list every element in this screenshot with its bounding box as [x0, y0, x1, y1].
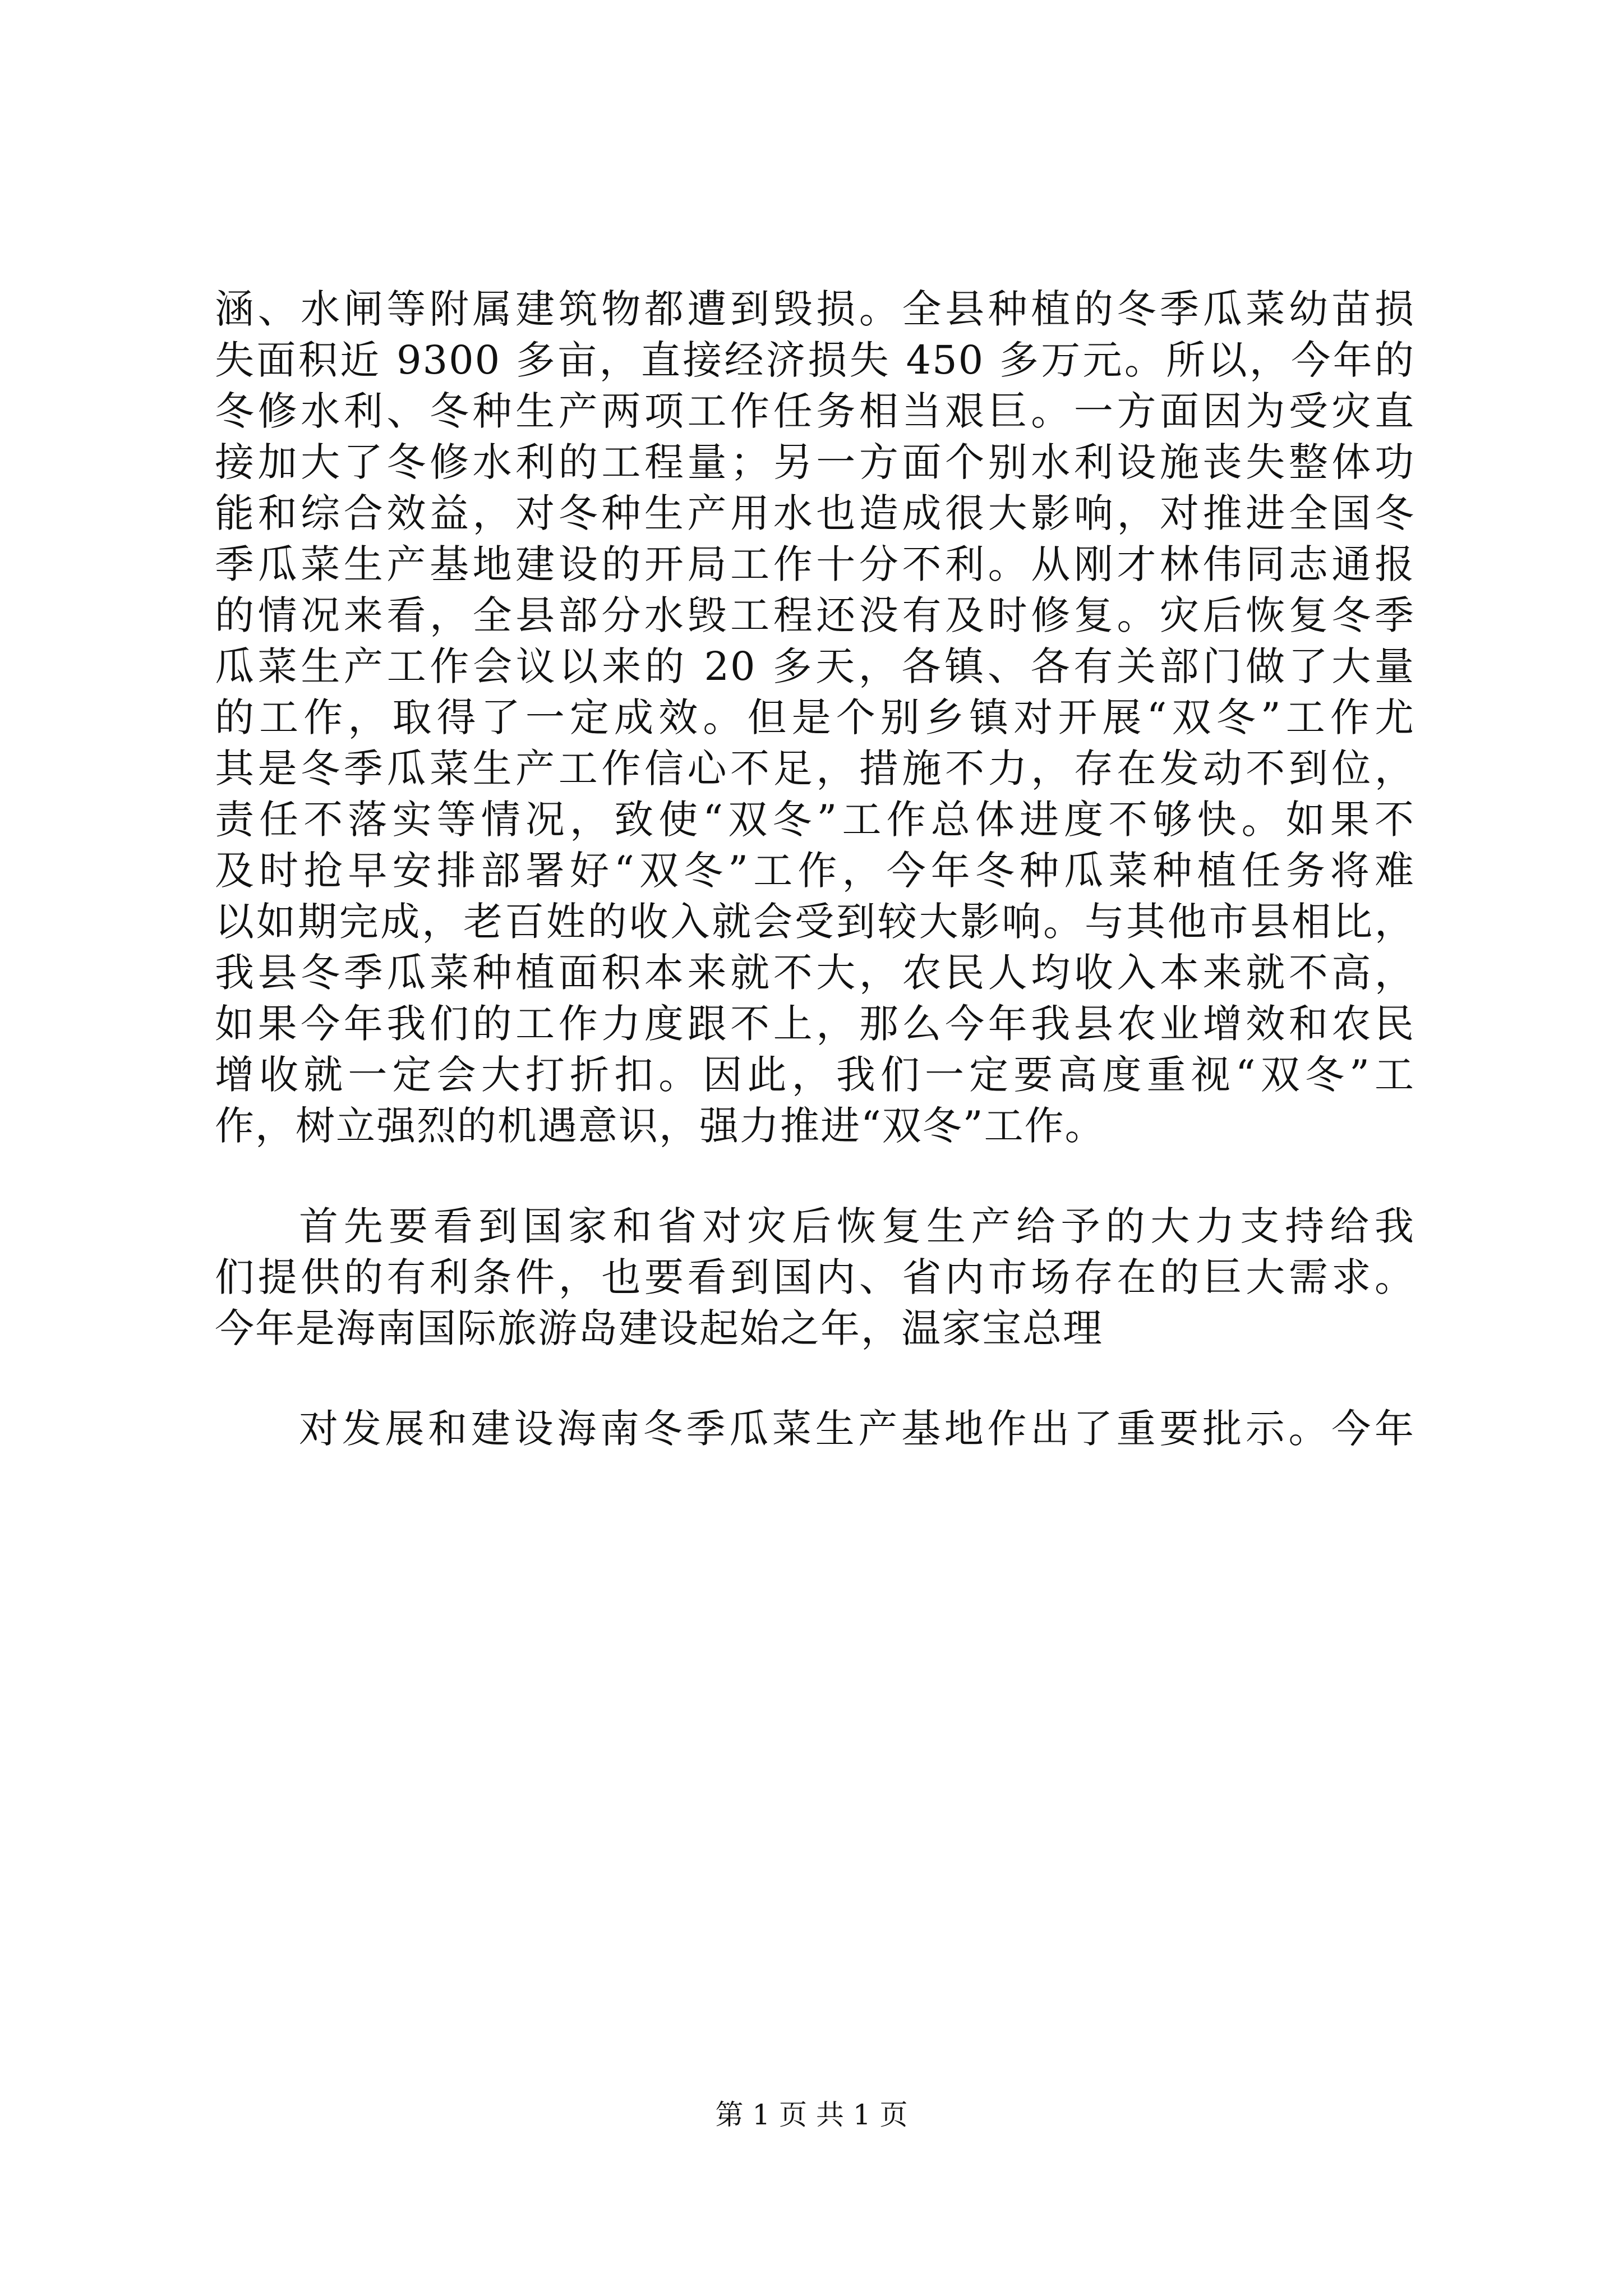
text-line: 的情况来看，全县部分水毁工程还没有及时修复。灾后恢复冬季 [215, 592, 1415, 638]
text-line: 责任不落实等情况，致使“双冬”工作总体进度不够快。如果不 [215, 797, 1415, 843]
text-line: 作，树立强烈的机遇意识，强力推进“双冬”工作。 [215, 1103, 1105, 1149]
text-line: 及时抢早安排部署好“双冬”工作，今年冬种瓜菜种植任务将难 [215, 848, 1415, 894]
text-line: 接加大了冬修水利的工程量；另一方面个别水利设施丧失整体功 [215, 439, 1415, 485]
text-line: 以如期完成，老百姓的收入就会受到较大影响。与其他市县相比， [215, 899, 1415, 945]
text-line: 增收就一定会大打折扣。因此，我们一定要高度重视“双冬”工 [215, 1052, 1415, 1098]
text-line: 其是冬季瓜菜生产工作信心不足，措施不力，存在发动不到位， [215, 746, 1415, 792]
text-line: 涵、水闸等附属建筑物都遭到毁损。全县种植的冬季瓜菜幼苗损 [215, 286, 1415, 332]
text-line: 冬修水利、冬种生产两项工作任务相当艰巨。一方面因为受灾直 [215, 388, 1415, 434]
page-footer: 第 1 页 共 1 页 [715, 2099, 908, 2131]
paragraph-first-line: 首先要看到国家和省对灾后恢复生产给予的大力支持给我 [299, 1203, 1415, 1249]
text-line: 瓜菜生产工作会议以来的 20 多天，各镇、各有关部门做了大量 [215, 643, 1415, 689]
text-line: 能和综合效益，对冬种生产用水也造成很大影响，对推进全国冬 [215, 490, 1415, 536]
text-line: 的工作，取得了一定成效。但是个别乡镇对开展“双冬”工作尤 [215, 694, 1415, 740]
text-line: 们提供的有利条件，也要看到国内、省内市场存在的巨大需求。 [215, 1254, 1415, 1300]
paragraph-first-line: 对发展和建设海南冬季瓜菜生产基地作出了重要批示。今年 [299, 1406, 1415, 1452]
text-line: 季瓜菜生产基地建设的开局工作十分不利。从刚才林伟同志通报 [215, 541, 1415, 587]
text-line: 今年是海南国际旅游岛建设起始之年，温家宝总理 [215, 1305, 1103, 1351]
text-line: 我县冬季瓜菜种植面积本来就不大，农民人均收入本来就不高， [215, 950, 1415, 996]
body-text [215, 284, 1415, 1455]
text-line: 如果今年我们的工作力度跟不上，那么今年我县农业增效和农民 [215, 1001, 1415, 1047]
text-line: 失面积近 9300 多亩，直接经济损失 450 多万元。所以，今年的 [215, 337, 1415, 383]
